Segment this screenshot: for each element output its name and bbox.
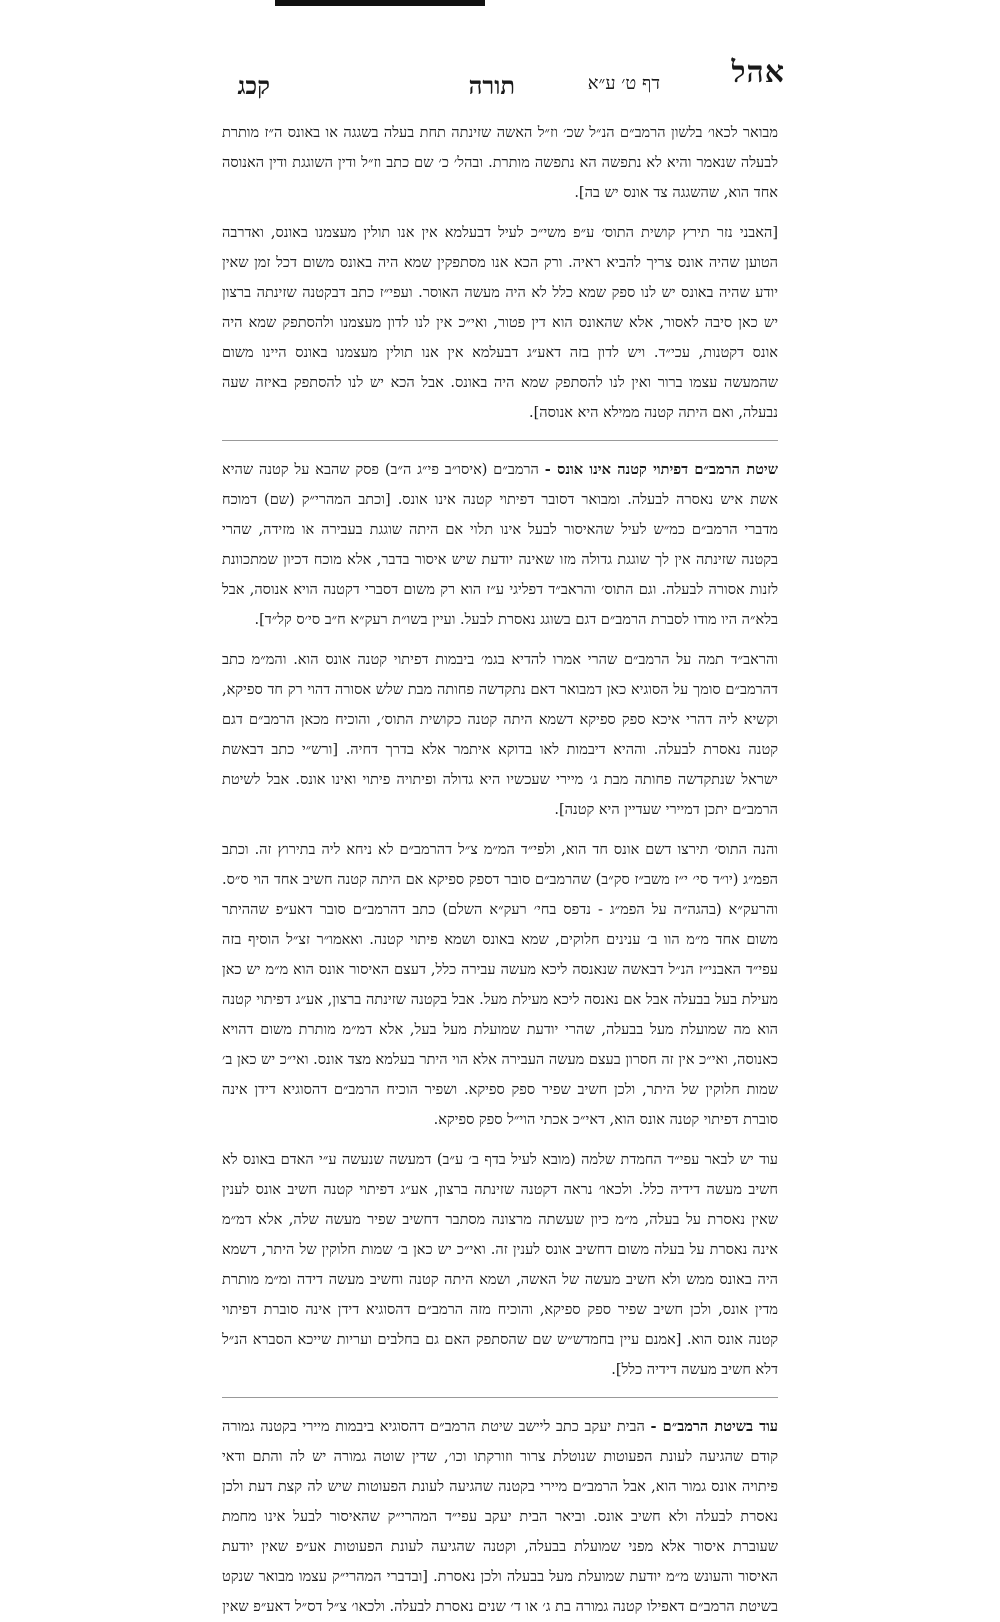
main-text — [222, 118, 778, 1622]
paragraph-6 — [222, 1145, 778, 1385]
paragraph-lead: עוד בשיטת הרמב״ם - — [650, 1418, 778, 1435]
paragraph-5 — [222, 835, 778, 1135]
paragraph-text: עוד יש לבאר עפי״ד החמדת שלמה (מובא לעיל בדף ב׳ ע״ב) דמעשה שנעשה ע״י האדם באונס לא חשיב מעשה דידיה כלל. ולכאו׳ נראה דקטנה שזינתה ברצון, אע״ג דפיתוי קטנה חשיב אונס לענין שאין נאסרת על בעלה, מ״מ כיון שעשתה מרצונה מסתבר דחשיב שפיר מעשה שלה, אלא דמ״מ אינה נאסרת על בעלה משום דחשיב אונס לענין זה. ואי״כ יש כאן ב׳ שמות חלוקין של היתר, דשמא היה באונס ממש ולא חשיב מעשה של האשה, ושמא היתה קטנה וחשיב מעשה דידה ומ״מ מותרת מדין אונס, ולכן חשיב שפיר ספק ספיקא, והוכיח מזה הרמב״ם דהסוגיא דידן אינה סוברת דפיתוי קטנה אונס הוא. [אמנם עיין בחמדש״ש שם שהסתפק האם גם בחלבים ועריות שייכא הסברא הנ״ל דלא חשיב מעשה דידיה כלל]. — [222, 1152, 778, 1378]
paragraph-lead: שיטת הרמב״ם דפיתוי קטנה אינו אונס - — [544, 461, 778, 478]
section-divider — [222, 1397, 778, 1398]
paragraph-text: מבואר לכאו׳ בלשון הרמב״ם הנ״ל שכ׳ וז״ל האשה שזינתה תחת בעלה בשגגה או באונס ה״ז מותרת לבעלה שנאמר והיא לא נתפשה הא נתפשה מותרת. ובהל׳ כ׳ שם כתב וז״ל ודין השוגגת ודין האנוסה אחד הוא, שהשגגה צד אונס יש בה]. — [222, 125, 778, 201]
paragraph-text: הבית יעקב כתב ליישב שיטת הרמב״ם דהסוגיא ביבמות מיירי בקטנה גמורה קודם שהגיעה לעונת הפעוטות שנוטלת צרור וזורקתו וכו׳, שדין שוטה גמורה יש לה והתם ודאי פיתויה אונס גמור הוא, אבל הרמב״ם מיירי בקטנה שהגיעה לעונת הפעוטות שיש לה קצת דעת ולכן נאסרת לבעלה ולא חשיב אונס. וביאר הבית יעקב עפי״ד המהרי״ק שהאיסור לבעל אינו מחמת שעוברת איסור אלא מפני שמועלת בבעלה, וקטנה שהגיעה לעונת הפעוטות אע״פ שאין יודעת האיסור והעונש מ״מ יודעת שמועלת מעל בבעלה ולכן נאסרת. [ובדברי המהרי״ק עצמו מבואר שנקט בשיטת הרמב״ם דאפילו קטנה גמורה בת ג׳ או ד׳ שנים נאסרת לבעלה. ולכאו׳ צ״ל דס״ל דאע״פ שאין — [222, 1419, 778, 1615]
paragraph-4 — [222, 645, 778, 825]
page-header — [225, 55, 785, 115]
paragraph-7 — [222, 1412, 778, 1622]
page-number: קכג — [237, 71, 270, 100]
daf-reference: דף ט׳ ע״א — [587, 73, 660, 94]
paragraph-text: והראב״ד תמה על הרמב״ם שהרי אמרו להדיא בגמ׳ ביבמות דפיתוי קטנה אונס הוא. והמ״מ כתב דהרמב״ם סומך על הסוגיא כאן דמבואר דאם נתקדשה פחותה מבת שלש אסורה דהוי רק חד ספיקא, וקשיא ליה דהרי איכא ספק ספיקא דשמא היתה קטנה כקושית התוס׳, והוכיח מכאן הרמב״ם דגם קטנה נאסרת לבעלה. וההיא דיבמות לאו בדוקא איתמר אלא בדרך דחיה. [ורש״י כתב דבאשת ישראל שנתקדשה פחותה מבת ג׳ מיירי שעכשיו היא גדולה ופיתויה פיתוי ואינו אונס. אבל לשיטת הרמב״ם יתכן דמיירי שעדיין היא קטנה]. — [222, 652, 778, 818]
paragraph-3 — [222, 455, 778, 635]
paragraph-text: הרמב״ם (איסו״ב פי״ג ה״ב) פסק שהבא על קטנה שהיא אשת איש נאסרה לבעלה. ומבואר דסובר דפיתוי קטנה אינו אונס. [וכתב המהרי״ק (שם) דמוכח מדברי הרמב״ם כמ״ש לעיל שהאיסור לבעל אינו תלוי אם היתה שוגגת בעבירה או מזידה, שהרי בקטנה שזינתה אין לך שוגגת גדולה מזו שאינה יודעת שיש איסור בדבר, אלא מוכח דכיון שמתכוונת לזנות אסורה לבעלה. וגם התוס׳ והראב״ד דפליגי ע״ז הוא רק משום דסברי דקטנה הויא אנוסה, אבל בלא״ה היו מודו לסברת הרמב״ם דגם בשוגג נאסרת לבעל. ועיין בשו״ת רעק״א ח״ב סי׳ס קל״ד]. — [222, 462, 778, 628]
paragraph-text: [האבני נזר תירץ קושית התוס׳ ע״פ משי״כ לעיל דבעלמא אין אנו תולין מעצמנו באונס, ואדרבה הטוען שהיה אונס צריך להביא ראיה. ורק הכא אנו מסתפקין שמא היה באונס משום דכל זמן שאין יודע שהיה באונס יש לנו ספק שמא כלל לא היה מעשה האוסר. ועפי״ז כתב דבקטנה שזינתה ברצון יש כאן סיבה לאסור, אלא שהאונס הוא דין פטור, ואי״כ אין לנו לדון מעצמנו ולהסתפק שמא היה אונס דקטנות, עכי״ד. ויש לדון בזה דאע״ג דבעלמא אין אנו תולין מעצמנו באונס היינו משום שהמעשה עצמו ברור ואין לנו להסתפק שמא היה באונס. אבל הכא יש לנו להסתפק באיזה שעה נבעלה, ואם היתה קטנה ממילא היא אנוסה]. — [222, 225, 778, 421]
book-title: אהל — [731, 55, 785, 90]
section-title: תורה — [468, 71, 515, 100]
paragraph-text: והנה התוס׳ תירצו דשם אונס חד הוא, ולפי״ד המ״מ צ״ל דהרמב״ם לא ניחא ליה בתירוץ זה. וכתב הפמ״ג (יו״ד סי׳ י״ז משב״ז סק״ב) שהרמב״ם סובר דספק ספיקא אם היתה קטנה חשיב אחד הוי ס״ס. והרעק״א (בהגה״ה על הפמ״ג - נדפס בחי׳ רעק״א השלם) כתב דהרמב״ם סובר דאע״פ שההיתר משום אחד מ״מ הוו ב׳ ענינים חלוקים, שמא באונס ושמא פיתוי קטנה. ואאמו״ר זצ״ל הוסיף בזה עפי״ד האבני״ז הנ״ל דבאשה שנאנסה ליכא מעשה עבירה כלל, דעצם האיסור אונס הוא מ״מ יש כאן מעילת בעל בבעלה אבל אם נאנסה ליכא מעילת מעל. אבל בקטנה שזינתה ברצון, אע״ג דפיתוי קטנה הוא מה שמועלת מעל בבעלה, שהרי יודעת שמועלת מעל בעל, אלא דמ״מ מותרת משום דהויא כאנוסה, ואי״כ אין זה חסרון בעצם מעשה העבירה אלא הוי היתר בעלמא מצד אונס. ואי״כ יש כאן ב׳ שמות חלוקין של היתר, ולכן חשיב שפיר ספק ספיקא. ושפיר הוכיח הרמב״ם דהסוגיא דידן אינה סוברת דפיתוי קטנה אונס הוא, דאי״כ אכתי הוי״ל ספק ספיקא. — [222, 842, 778, 1128]
paragraph-1 — [222, 118, 778, 208]
section-divider — [222, 440, 778, 441]
paragraph-2 — [222, 218, 778, 428]
